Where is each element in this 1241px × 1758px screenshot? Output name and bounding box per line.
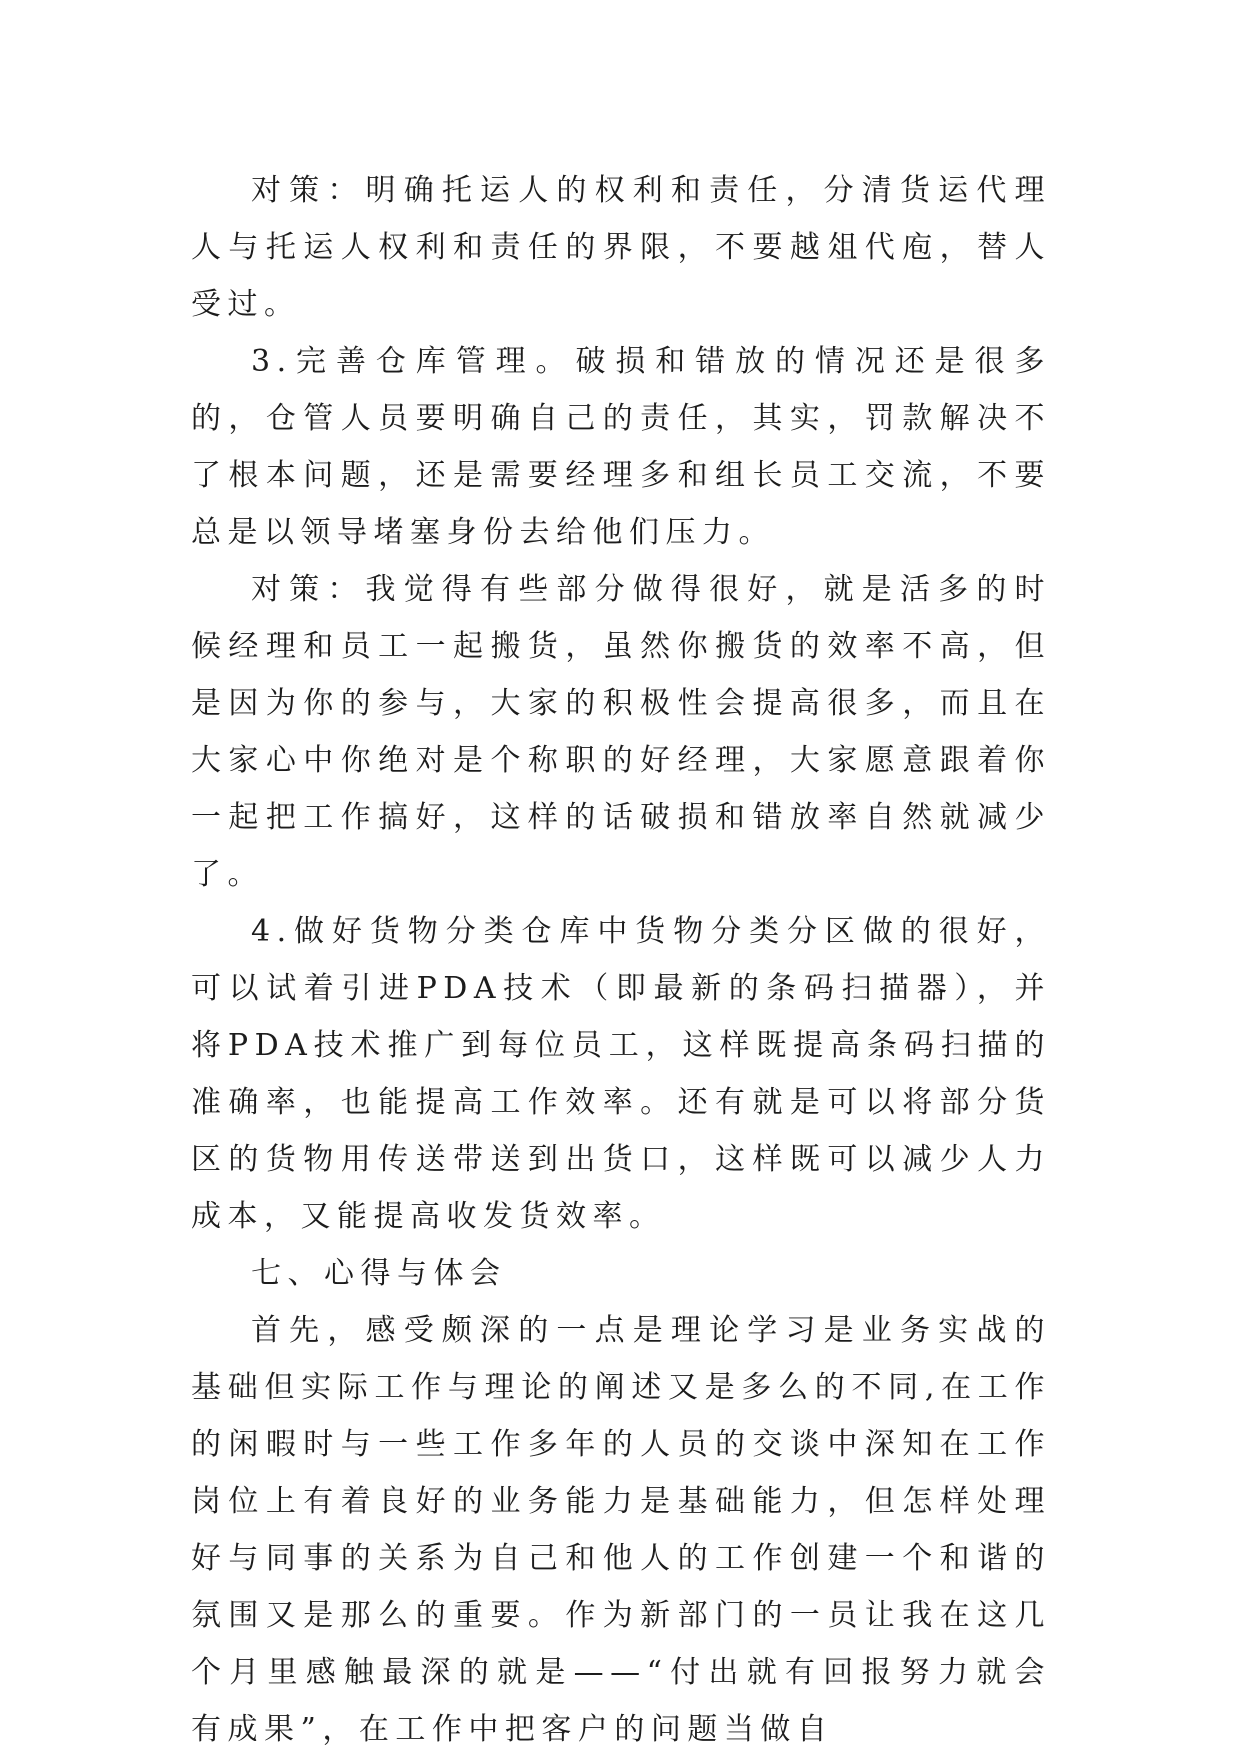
document-body — [191, 162, 1051, 1758]
paragraph: 首先，感受颇深的一点是理论学习是业务实战的基础但实际工作与理论的阐述又是多么的不同,在工作的闲暇时与一些工作多年的人员的交谈中深知在工作岗位上有着良好的业务能力是基础能力，但怎样处理好与同事的关系为自己和他人的工作创建一个和谐的氛围又是那么的重要。作为新部门的一员让我在这几个月里感触最深的就是——“付出就有回报努力就会有成果”，在工作中把客户的问题当做自 — [191, 1313, 1051, 1747]
paragraph: 3.完善仓库管理。破损和错放的情况还是很多的，仓管人员要明确自己的责任，其实，罚款解决不了根本问题，还是需要经理多和组长员工交流，不要总是以领导堵塞身份去给他们压力。 — [191, 344, 1051, 550]
section-heading: 七、心得与体会 — [251, 1256, 507, 1291]
paragraph: 对策：我觉得有些部分做得很好，就是活多的时候经理和员工一起搬货，虽然你搬货的效率不高，但是因为你的参与，大家的积极性会提高很多，而且在大家心中你绝对是个称职的好经理，大家愿意跟着你一起把工作搞好，这样的话破损和错放率自然就减少了。 — [191, 572, 1051, 892]
paragraph: 4.做好货物分类仓库中货物分类分区做的很好，可以试着引进PDA技术（即最新的条码扫描器），并将PDA技术推广到每位员工，这样既提高条码扫描的准确率，也能提高工作效率。还有就是可以将部分货区的货物用传送带送到出货口，这样既可以减少人力成本，又能提高收发货效率。 — [191, 914, 1051, 1234]
paragraph: 对策：明确托运人的权利和责任，分清货运代理人与托运人权利和责任的界限，不要越俎代庖，替人受过。 — [191, 173, 1051, 322]
